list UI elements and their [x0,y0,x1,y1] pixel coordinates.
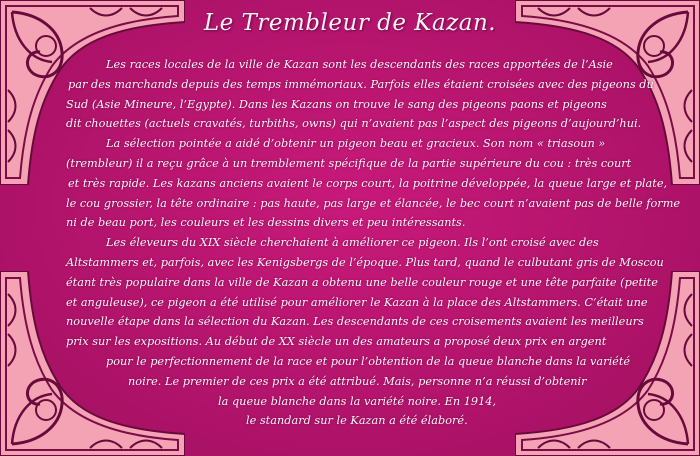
text-line: prix sur les expositions. Au début de XX siècle un des amateurs a proposé deux prix en argent [66,335,607,349]
text-line: Les races locales de la ville de Kazan sont les descendants des races apportées de l’Asie [106,58,613,71]
text-line: ni de beau port, les couleurs et les dessins divers et peu intéressants. [66,216,466,230]
text-line: La sélection pointée a aidé d’obtenir un pigeon beau et gracieux. Son nom « triasoun » [106,137,606,151]
text-line: dit chouettes (actuels cravatés, turbiths, owns) qui n’avaient pas l’aspect des pigeons d’aujourd’hui. [66,117,642,131]
text-line: (trembleur) il a reçu grâce à un tremblement spécifique de la partie supérieure du cou : très court [66,156,632,170]
text-line: la queue blanche dans la variété noire. En 1914, [218,394,497,408]
text-line: le cou grossier, la tête ordinaire : pas haute, pas large et élancée, le bec court n’avaient pas de belle forme [66,196,681,210]
text-line: le standard sur le Kazan a été élaboré. [246,414,468,428]
text-line: et très rapide. Les kazans anciens avaient le corps court, la poitrine développée, la queue large et plate, [68,176,668,190]
text-line: nouvelle étape dans la sélection du Kazan. Les descendants de ces croisements avaient les meilleurs [66,315,644,329]
text-line: par des marchands depuis des temps immémoriaux. Parfois elles étaient croisées avec des pigeons du [68,77,654,91]
text-line: pour le perfectionnement de la race et pour l’obtention de la queue blanche dans la variété [106,354,631,368]
page-title: Le Trembleur de Kazan. [203,10,497,36]
text-line: Les éleveurs du XIX siècle cherchaient à améliorer ce pigeon. Ils l’ont croisé avec des [106,236,599,250]
text-line: étant très populaire dans la ville de Kazan a obtenu une belle couleur rouge et une tête parfaite (petite [66,275,658,289]
text-line: noire. Le premier de ces prix a été attribué. Mais, personne n’a réussi d’obtenir [128,374,587,388]
body-text [66,55,681,431]
text-line: Altstammers et, parfois, avec les Kenigsbergs de l’époque. Plus tard, quand le culbutant gris de Moscou [66,255,664,269]
text-line: et anguleuse), ce pigeon a été utilisé pour améliorer le Kazan à la place des Altstammers. C’était une [66,295,648,309]
text-line: Sud (Asie Mineure, l’Egypte). Dans les Kazans on trouve le sang des pigeons paons et pigeons [66,97,607,111]
